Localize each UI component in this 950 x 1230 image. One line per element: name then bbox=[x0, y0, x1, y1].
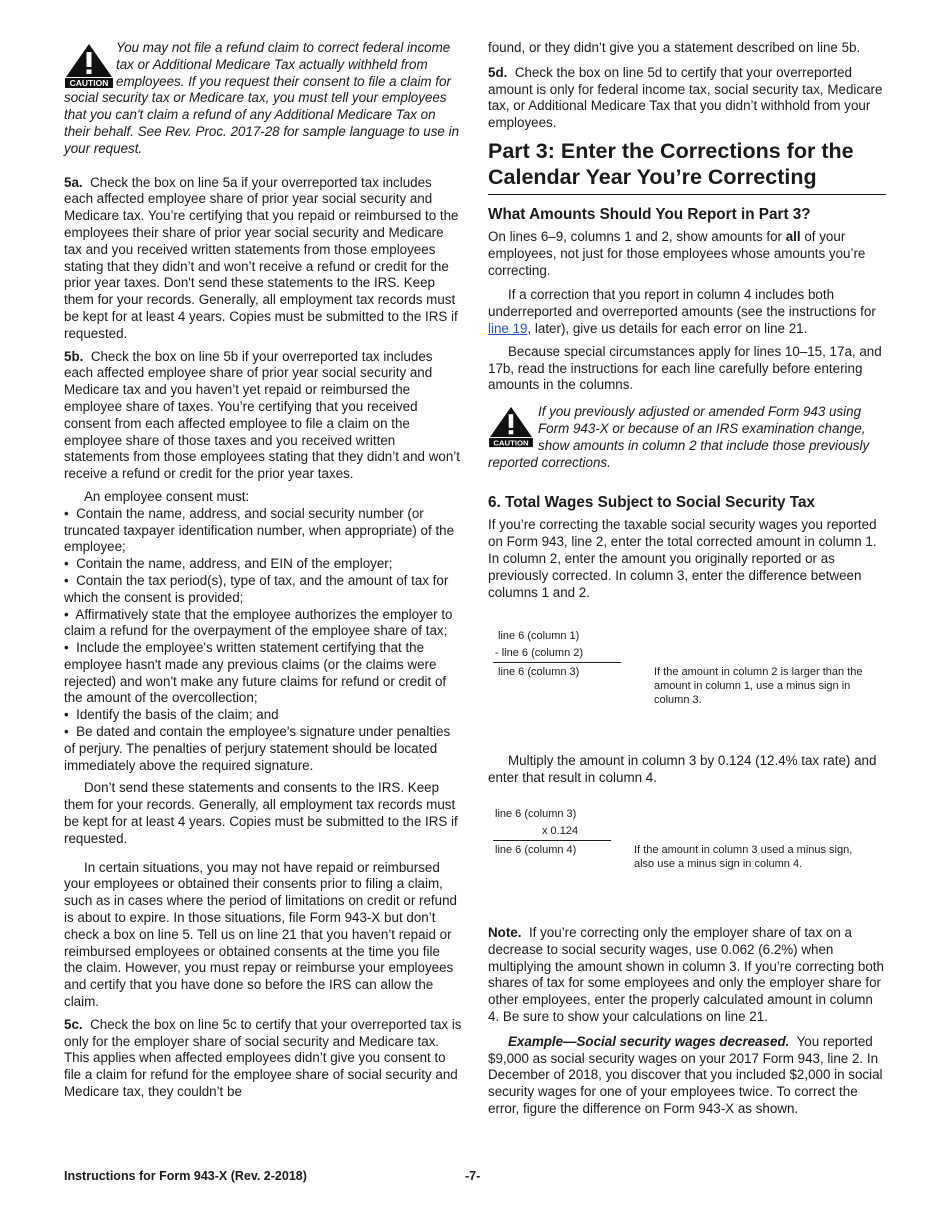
caution-icon bbox=[488, 406, 534, 448]
page-footer bbox=[64, 1169, 884, 1183]
line-19-link[interactable]: line 19 bbox=[488, 320, 528, 336]
para-dont-send: Don’t send these statements and consents to the IRS. Keep them for your records. Generally, all employment tax records must be kept for at least 4 years. Copies must be submitted to the IRS if requested. bbox=[64, 780, 458, 846]
calc-note: If the amount in column 3 used a minus sign, also use a minus sign in column 4. bbox=[634, 843, 853, 870]
calc-divider bbox=[493, 662, 621, 663]
para-5c: 5c. Check the box on line 5c to certify that your overreported tax is only for the employer share of social security and Medicare tax. This applies when affected employees didn’t give you consent to file a claim for refund for the employee share of social security and Medicare tax, they couldn’t be bbox=[64, 1016, 462, 1100]
para-certain-situations: In certain situations, you may not have repaid or reimbursed your employees or obtained their consents prior to filing a claim, such as in cases where the period of limitations on credit or refund is about to expire. In those situations, file Form 943-X but don’t check a box on line 5. Tell us on line 21 that you haven’t repaid or reimbursed employees or obtained consents at the time you file the claim. However, you must repay or reimburse your employees and certify that you have done so before the IRS can allow the claim. bbox=[64, 859, 457, 1010]
calculation-box-2 bbox=[488, 799, 886, 925]
calc-divider bbox=[493, 840, 611, 841]
para-5d: 5d. Check the box on line 5d to certify that your overreported amount is only for federal income tax, social security tax, Medicare tax, or Additional Medicare Tax that you didn’t withhold from your employees. bbox=[488, 64, 883, 131]
para-found: found, or they didn’t give you a statement described on line 5b. bbox=[488, 40, 861, 55]
consent-intro: An employee consent must: bbox=[84, 488, 250, 504]
caution-text: If you previously adjusted or amended Form 943 using Form 943-X or because of an IRS examination change, show amounts in column 2 that include those previously reported corrections. bbox=[488, 404, 870, 470]
list-item: • Contain the tax period(s), type of tax, and the amount of tax for which the consent is provided; bbox=[64, 572, 449, 605]
para-if-correction: If a correction that you report in column 4 includes both underreported and overreported amounts (see the instructions for line 19, later), give us details for each error on line 21. bbox=[488, 287, 876, 336]
svg-text:CAUTION: CAUTION bbox=[69, 78, 109, 89]
left-column bbox=[64, 40, 462, 1107]
list-item: • Contain the name, address, and EIN of the employer; bbox=[64, 556, 393, 572]
consent-list bbox=[64, 506, 462, 775]
calc-row: - line 6 (column 2) bbox=[495, 647, 584, 660]
para-5a: 5a. Check the box on line 5a if your overreported tax includes each affected employee share of prior year social security and Medicare tax. You’re certifying that you repaid or reimbursed to the employees their share of prior year social security and Medicare tax and you received written statements from those employees stating that they didn’t and won’t receive a refund or credit for the prior year taxes. Don't send these statements to the IRS. Keep them for your records. Generally, all employment tax records must be kept for at least 4 years. Copies must be submitted to the IRS if requested. bbox=[64, 174, 459, 341]
footer-title: Instructions for Form 943-X (Rev. 2-2018) bbox=[64, 1169, 307, 1183]
calculation-box-1 bbox=[488, 607, 886, 753]
para-line6: If you’re correcting the taxable social security wages you reported on Form 943, line 2, enter the total corrected amount in column 1. In column 2, enter the amount you originally reported or as previously corrected. In column 3, enter the difference between columns 1 and 2. bbox=[488, 517, 877, 600]
caution-note-1 bbox=[64, 40, 462, 158]
calc-row: line 6 (column 3) bbox=[498, 666, 580, 679]
calc-row: x 0.124 bbox=[542, 824, 579, 837]
caution-text: You may not file a refund claim to correct federal income tax or Additional Medicare Tax actually withheld from employees. If you request their consent to file a claim for social security tax or Medicare tax, you must tell your employees that you can't claim a refund of any Additional Medicare Tax on their behalf. See Rev. Proc. 2017-28 for sample language to use in your request. bbox=[64, 40, 460, 156]
list-item: • Identify the basis of the claim; and bbox=[64, 707, 279, 723]
para-example: Example—Social security wages decreased. You reported $9,000 as social security wages on your 2017 Form 943, line 2. In December of 2018, you discover that you included $2,000 in social security wages for one of your employees twice. To correct the error, figure the difference on Form 943-X as shown. bbox=[488, 1033, 883, 1116]
caution-icon bbox=[64, 43, 114, 89]
part3-heading: Part 3: Enter the Corrections for the Calendar Year You’re Correcting bbox=[488, 138, 886, 195]
list-item: • Include the employee's written statement certifying that the employee hasn't made any previous claims (or the claims were rejected) and won't make any future claims for refund or credit of the amount of the overcollection; bbox=[64, 640, 447, 706]
calc-row: line 6 (column 3) bbox=[495, 807, 577, 820]
line6-heading: 6. Total Wages Subject to Social Security Tax bbox=[488, 494, 815, 512]
caution-note-2 bbox=[488, 404, 886, 471]
calc-row: line 6 (column 1) bbox=[498, 630, 580, 643]
calc-row: line 6 (column 4) bbox=[495, 843, 577, 856]
svg-text:CAUTION: CAUTION bbox=[493, 438, 529, 448]
page-number: -7- bbox=[465, 1169, 481, 1183]
para-note: Note. If you’re correcting only the employer share of tax on a decrease to social security wages, use 0.062 (6.2%) when multiplying the amount shown in column 3. If you’re correcting both shares of tax for some employees and only the employer share for other employees, enter the properly calculated amount in column 4. Be sure to show your calculations on line 21. bbox=[488, 924, 884, 1024]
calc-note: If the amount in column 2 is larger than the amount in column 1, use a minus sign in column 3. bbox=[654, 666, 863, 707]
para-multiply: Multiply the amount in column 3 by 0.124 (12.4% tax rate) and enter that result in column 4. bbox=[488, 753, 877, 786]
right-column bbox=[488, 40, 886, 1124]
list-item: • Affirmatively state that the employee authorizes the employer to claim a refund for the overpayment of the employee share of tax; bbox=[64, 606, 453, 639]
para-lines-6-9: On lines 6–9, columns 1 and 2, show amounts for all of your employees, not just for those employees whose amounts you’re correcting. bbox=[488, 228, 866, 278]
list-item: • Be dated and contain the employee's signature under penalties of perjury. The penalties of perjury statement should be located immediately above the required signature. bbox=[64, 724, 451, 773]
what-amounts-heading: What Amounts Should You Report in Part 3? bbox=[488, 205, 811, 223]
para-5b: 5b. Check the box on line 5b if your overreported tax includes each affected employee share of prior year social security and Medicare tax and you haven’t yet repaid or reimbursed the employee share of taxes. You’re certifying that you received consent from each affected employee to file a claim on the employee share of those taxes and you received written statements from those employees stating that they didn’t and won’t receive a refund or credit for the prior year taxes. bbox=[64, 348, 460, 482]
list-item: • Contain the name, address, and social security number (or truncated taxpayer identification number, when appropriate) of the employee; bbox=[64, 505, 455, 555]
para-because: Because special circumstances apply for lines 10–15, 17a, and 17b, read the instructions for each line carefully before entering amounts in the columns. bbox=[488, 343, 882, 393]
